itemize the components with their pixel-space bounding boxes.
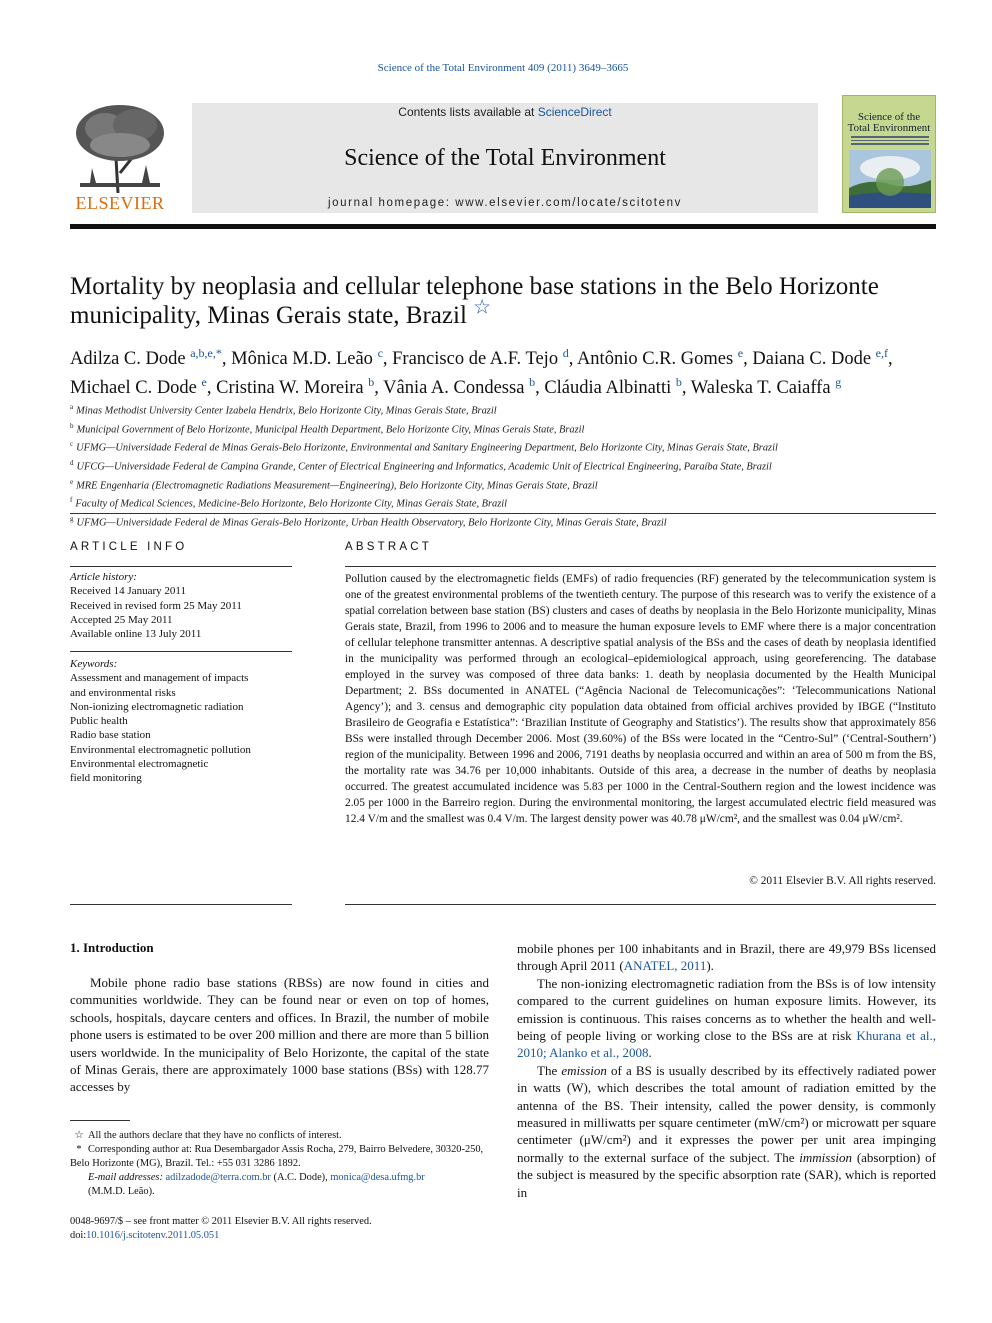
affiliation-text: Faculty of Medical Sciences, Medicine-Belo Horizonte, Belo Horizonte City, Minas Gerais State, Brazil [75, 498, 508, 510]
affiliation-item [70, 400, 936, 419]
affiliation-key: f [70, 496, 73, 505]
author-name: Daiana C. Dode [752, 349, 872, 370]
affiliation-text: Minas Methodist University Center Izabela Hendrix, Belo Horizonte City, Minas Gerais State, Brazil [76, 405, 497, 417]
affiliation-item [70, 419, 936, 438]
journal-title: Science of the Total Environment [344, 145, 666, 171]
affiliation-text: Municipal Government of Belo Horizonte, Municipal Health Department, Belo Horizonte City, Minas Gerais State, Brazil [76, 424, 585, 436]
affiliation-key: d [70, 459, 74, 468]
online-date: Available online 13 July 2011 [70, 628, 202, 641]
author-affiliation-mark[interactable]: e [201, 375, 207, 390]
intro-paragraph-1: Mobile phone radio base stations (RBSs) are now found in cities and communities worldwide. They can be found near or even on top of homes, schools, hospitals, daycare centers and offices. In Brazil, the number of mobile phone users is estimated to be over 200 million and there are more than 5 billion users worldwide. In the municipality of Belo Horizonte, the capital of the state of Minas Gerais, there are approximately 1000 base stations (BSs) with 128.77 accesses by [70, 975, 489, 1095]
ref-alanko-2008[interactable]: Alanko et al., 2008 [549, 1045, 649, 1061]
abstract-bottom-rule [345, 904, 936, 905]
affiliation-text: MRE Engenharia (Electromagnetic Radiations Measurement—Engineering), Belo Horizonte City, Minas Gerais State, Brazil [76, 480, 598, 492]
author-name: Mônica M.D. Leão [231, 349, 373, 370]
author-name: Cristina W. Moreira [216, 378, 364, 399]
keyword-item: field monitoring [70, 772, 142, 785]
doi-line: doi:10.1016/j.scitotenv.2011.05.051 [70, 1230, 220, 1241]
footnote-emails: E-mail addresses: adilzadode@terra.com.br (A.C. Dode), monica@desa.ufmg.br (M.M.D. Leão). [88, 1172, 425, 1197]
affiliation-text: UFCG—Universidade Federal de Campina Grande, Center of Electrical Engineering and Informatics, Academic Unit of Electrical Engineering, Paraíba State, Brazil [76, 461, 772, 473]
affiliation-text: UFMG—Universidade Federal de Minas Gerais-Belo Horizonte, Urban Health Observatory, Belo Horizonte City, Minas Gerais State, Brazil [76, 517, 667, 529]
keywords-block [70, 657, 292, 786]
author-line-2: Michael C. Dode $^e$, Cristina W. Moreira $^b$, Vânia A. Condessa $^b$, Cláudia Albinatti $^b$, Waleska T. Caiaffa $^g$ [70, 375, 842, 399]
keyword-item: and environmental risks [70, 686, 176, 699]
email-link-dode[interactable]: adilzadode@terra.com.br [165, 1172, 271, 1183]
journal-citation[interactable]: Science of the Total Environment 409 (2011) 3649–3665 [377, 62, 629, 74]
keyword-item: Assessment and management of impacts [70, 672, 249, 685]
keyword-item: Non-ionizing electromagnetic radiation [70, 700, 244, 713]
homepage-link[interactable]: www.elsevier.com/locate/scitotenv [455, 197, 682, 209]
abstract-text: Pollution caused by the electromagnetic fields (EMFs) of radio frequencies (RF) generated by the telecommunication system is one of the greatest environmental problems of the twentieth century. The purpose of this research was to verify the existence of a spatial correlation between base station (BS) clusters and cases of deaths by neoplasia in the Belo Horizonte municipality, Minas Gerais state, Brazil, from 1996 to 2006 and to measure the human exposure levels to EMF where there is a major concentration of cellular telephone transmitter antennas. A descriptive spatial analysis of the BSs and the cases of death by neoplasia identified in the municipality was performed through an ecological–epidemiological approach, using georeferencing. The database employed in the survey was composed of three data banks: 1. death by neoplasia documented by the Health Municipal Department; 2. BSs documented in ANATEL (“Agência Nacional de Telecomunicações”: ‘Telecommunications National Agency’); and 3. census and demographic city population data obtained from official archives provided by IBGE (“Instituto Brasileiro de Geografia e Estatística”: ‘Brazilian Institute of Geography and Statistics’). The results show that approximately 856 BSs were installed through December 2006. Most (39.60%) of the BSs were located in the “Centro-Sul” (‘Central-Southern’) region of the municipality. Between 1996 and 2006, 7191 deaths by neoplasia occurred and within an area of 500 m from the BS, the mortality rate was 34.76 per 10,000 inhabitants. Outside of this area, a decrease in the number of deaths by neoplasia occurred. The greatest accumulated incidence was 5.83 per 1000 in the Central-Southern region and the lowest incidence was 2.05 per 1000 in the Barreiro region. During the environmental monitoring, the largest accumulated electric field measured was 12.4 V/m and the smallest was 0.4 V/m. The largest density power was 40.78 μW/cm², and the smallest was 0.04 μW/cm². [345, 573, 936, 825]
footnotes [70, 1129, 489, 1199]
affiliation-key: a [70, 403, 74, 411]
keywords-label: Keywords: [70, 658, 118, 670]
author-affiliation-mark[interactable]: a,b,e,* [190, 346, 222, 360]
author-affiliation-mark[interactable]: b [675, 375, 682, 390]
received-date: Received 14 January 2011 [70, 585, 186, 598]
revised-date: Received in revised form 25 May 2011 [70, 599, 242, 612]
contents-available-line: Contents lists available at ScienceDirect [398, 105, 612, 119]
title-footnote-mark[interactable]: ☆ [473, 296, 492, 319]
author-name: Vânia A. Condessa [383, 378, 525, 399]
affiliation-key: g [70, 515, 74, 524]
affiliation-text: UFMG—Universidade Federal de Minas Gerais-Belo Horizonte, Environmental and Sanitary Engineering Department, Belo Horizonte City, Minas Gerais State, Brazil [76, 442, 778, 454]
affiliation-item [70, 437, 936, 456]
keyword-item: Environmental electromagnetic pollution [70, 743, 251, 756]
doi-link[interactable]: 10.1016/j.scitotenv.2011.05.051 [86, 1230, 220, 1241]
author-list [70, 342, 950, 400]
cover-landscape-image [849, 150, 931, 208]
abstract-heading: ABSTRACT [345, 541, 432, 553]
article-info-rule [70, 566, 292, 567]
keyword-item: Environmental electromagnetic [70, 758, 209, 771]
author-affiliation-mark[interactable]: e,f [875, 346, 888, 360]
author-line-1: Adilza C. Dode $^{a,b,e,*}$, Mônica M.D. Leão $^c$, Francisco de A.F. Tejo $^d$, Antônio C.R. Gomes $^e$, Daiana C. Dode $^{e,f}$, [70, 346, 893, 370]
sciencedirect-link[interactable]: ScienceDirect [537, 105, 612, 119]
author-name: Antônio C.R. Gomes [576, 349, 734, 370]
keyword-list [70, 671, 292, 785]
journal-banner [192, 103, 818, 213]
affiliation-item [70, 456, 936, 475]
affiliation-item [70, 512, 936, 531]
footnote-corresponding-author: * Corresponding author at: Rua Desembargador Assis Rocha, 279, Bairro Belvedere, 30320-250, Belo Horizonte (MG), Brazil. Tel.: +55 031 3286 1892. [70, 1144, 484, 1169]
author-name: Adilza C. Dode [70, 349, 186, 370]
intro-paragraph-1-continued: mobile phones per 100 inhabitants and in Brazil, there are 49,979 BSs licensed through April 2011 (ANATEL, 2011). [517, 941, 936, 974]
affiliation-rule [70, 513, 936, 514]
footnote-conflicts: ☆ All the authors declare that they have no conflicts of interest. [74, 1130, 342, 1141]
author-affiliation-mark[interactable]: d [562, 346, 569, 360]
article-info-heading: ARTICLE INFO [70, 541, 188, 553]
journal-homepage: journal homepage: www.elsevier.com/locate/scitotenv [328, 197, 682, 209]
issn-doi-block [70, 1215, 489, 1243]
article-title: Mortality by neoplasia and cellular telephone base stations in the Belo Horizonte municipality, Minas Gerais state, Brazil ☆ [70, 273, 879, 329]
email-link-leao[interactable]: monica@desa.ufmg.br [330, 1172, 425, 1183]
copyright-notice: © 2011 Elsevier B.V. All rights reserved. [749, 875, 936, 887]
abstract-rule [345, 566, 936, 567]
journal-cover-image [842, 95, 936, 213]
left-column [70, 974, 489, 1096]
cover-title: Science of the Total Environment [847, 111, 931, 134]
introduction-heading: 1. Introduction [70, 940, 154, 955]
affiliation-list [70, 400, 936, 531]
affiliation-key: e [70, 477, 74, 486]
right-column [517, 940, 936, 1201]
intro-paragraph-2: The non-ionizing electromagnetic radiation from the BSs is of low intensity compared to the current guidelines on human exposure limits. However, its emission is continuous. This raises concerns as to whether the health and well-being of people living or working close to the BSs are at risk Khurana et al., 2010; Alanko et al., 2008. [517, 975, 936, 1061]
affiliation-key: b [70, 421, 74, 430]
accepted-date: Accepted 25 May 2011 [70, 613, 173, 626]
author-name: Cláudia Albinatti [544, 378, 672, 399]
author-name: Michael C. Dode [70, 378, 197, 399]
affiliation-key: c [70, 440, 74, 449]
history-rule [70, 651, 292, 652]
affiliation-item [70, 475, 936, 494]
author-affiliation-mark[interactable]: c [377, 346, 383, 360]
author-affiliation-mark[interactable]: g [835, 375, 842, 390]
elsevier-wordmark: ELSEVIER [75, 193, 165, 213]
author-affiliation-mark[interactable]: e [737, 346, 744, 360]
header-rule [70, 224, 936, 229]
article-history [70, 570, 292, 641]
affiliation-item [70, 493, 936, 512]
keyword-item: Radio base station [70, 729, 151, 742]
ref-khurana-2010[interactable]: Khurana et al., 2010 [517, 1028, 936, 1061]
intro-paragraph-3: The emission of a BS is usually described by its effectively radiated power in watts (W), which describes the total amount of radiation emitted by the antenna of the BS. Their intensity, called the power density, is commonly measured in milliwatts per square centimeter (mW/cm²) or microwatt per square centimeter (μW/cm²) and it expresses the power per unit area impinging normally to the external surface of the subject. The immission (absorption) of the subject is measured by the specific absorption rate (SAR), which is reported in [517, 1062, 937, 1200]
author-name: Francisco de A.F. Tejo [392, 349, 559, 370]
footnote-rule [70, 1120, 130, 1121]
author-affiliation-mark[interactable]: b [368, 375, 375, 390]
author-name: Waleska T. Caiaffa [690, 378, 831, 399]
issn-line: 0048-9697/$ – see front matter © 2011 Elsevier B.V. All rights reserved. [70, 1216, 372, 1227]
cover-subtitle-lines [851, 136, 929, 148]
info-bottom-rule [70, 904, 292, 905]
author-affiliation-mark[interactable]: b [529, 375, 536, 390]
journal-header [70, 95, 936, 217]
ref-anatel-2011[interactable]: ANATEL, 2011 [623, 958, 707, 974]
keyword-item: Public health [70, 715, 128, 728]
history-label: Article history: [70, 571, 137, 583]
